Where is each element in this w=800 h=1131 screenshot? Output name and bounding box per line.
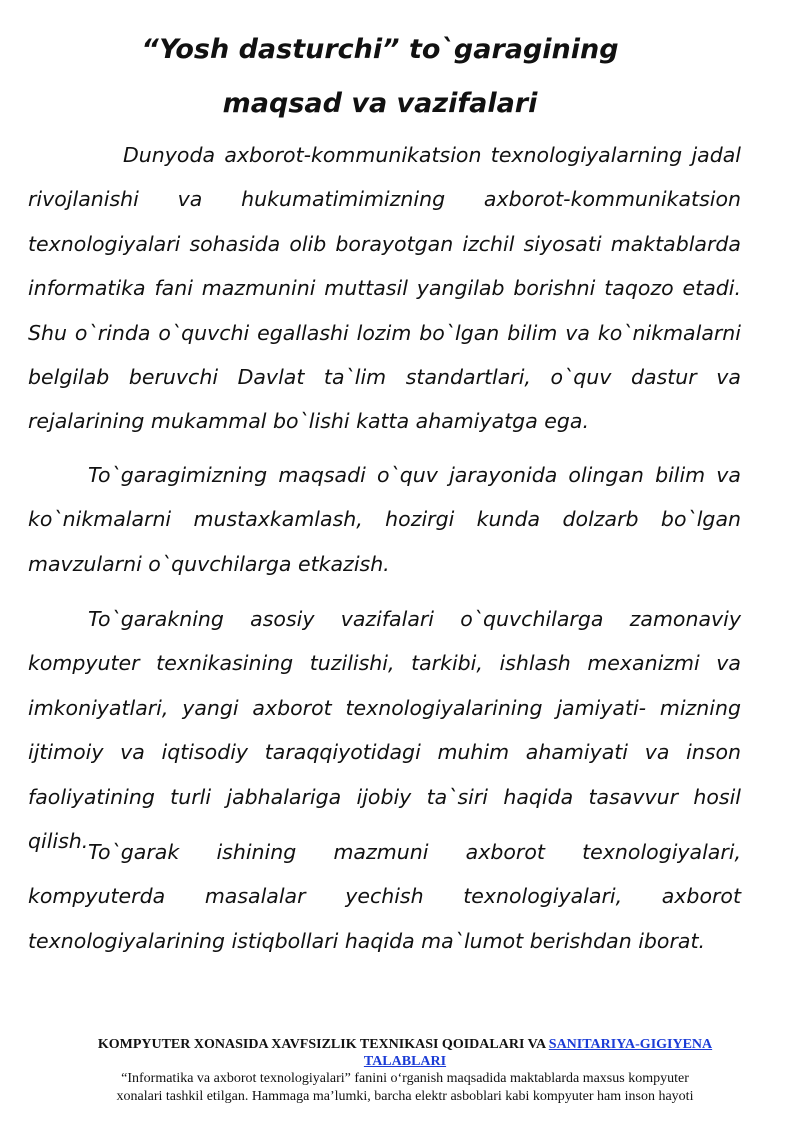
sanitary-link[interactable]: SANITARIYA-GIGIYENA TALABLARI [363,1037,713,1069]
footer-body-line-2: xonalari tashkil etilgan. Hammaga ma’lumki, barcha elektr asboblari kabi kompyuter ham inson hayoti [116,1089,694,1104]
paragraph-tasks: To`garakning asosiy vazifalari o`quvchilarga zamonaviy kompyuter texnikasining tuzilishi, tarkibi, ishlash mexanizmi va imkoniyatlari, yangi axborot texnologiyalarining jamiyati- mizning ijtimoiy va iqtisodiy taraqqiyotidagi muhim ahamiyati va inson faoliyatining turli jabhalariga ijobiy ta`siri haqida tasavvur hosil qilish. [28,607,741,854]
footer-heading-text: KOMPYUTER XONASIDA XAVFSIZLIK TEXNIKASI QOIDALARI VA [97,1037,549,1052]
paragraph-intro: Dunyoda axborot-kommunikatsion texnologiyalarning jadal rivojlanishi va hukumatimimizning axborot-kommunikatsion texnologiyalari sohasida olib borayotgan izchil siyosati maktablarda informatika fani mazmunini muttasil yangilab borishni taqozo etadi. Shu o`rinda o`quvchi egallashi lozim bo`lgan bilim va ko`nikmalarni belgilab beruvchi Davlat ta`lim standartlari, o`quv dastur va rejalarining mukammal bo`lishi katta ahamiyatga ega. [28,143,741,434]
footer-heading [70,1036,740,1070]
document-title-line-1: “Yosh dasturchi” to`garagining [141,34,619,65]
footer-section [70,1036,740,1106]
footer-body-line-1: “Informatika va axborot texnologiyalari” fanini o‘rganish maqsadida maktablarda maxsus kompyuter [121,1071,689,1086]
paragraph-content: To`garak ishining mazmuni axborot texnologiyalari, kompyuterda masalalar yechish texnologiyalari, axborot texnologiyalarining istiqbollari haqida ma`lumot berishdan iborat. [28,840,741,953]
document-title-line-2: maqsad va vazifalari [222,88,538,119]
paragraph-goal: To`garagimizning maqsadi o`quv jarayonida olingan bilim va ko`nikmalarni mustaxkamlash, hozirgi kunda dolzarb bo`lgan mavzularni o`quvchilarga etkazish. [28,463,741,576]
